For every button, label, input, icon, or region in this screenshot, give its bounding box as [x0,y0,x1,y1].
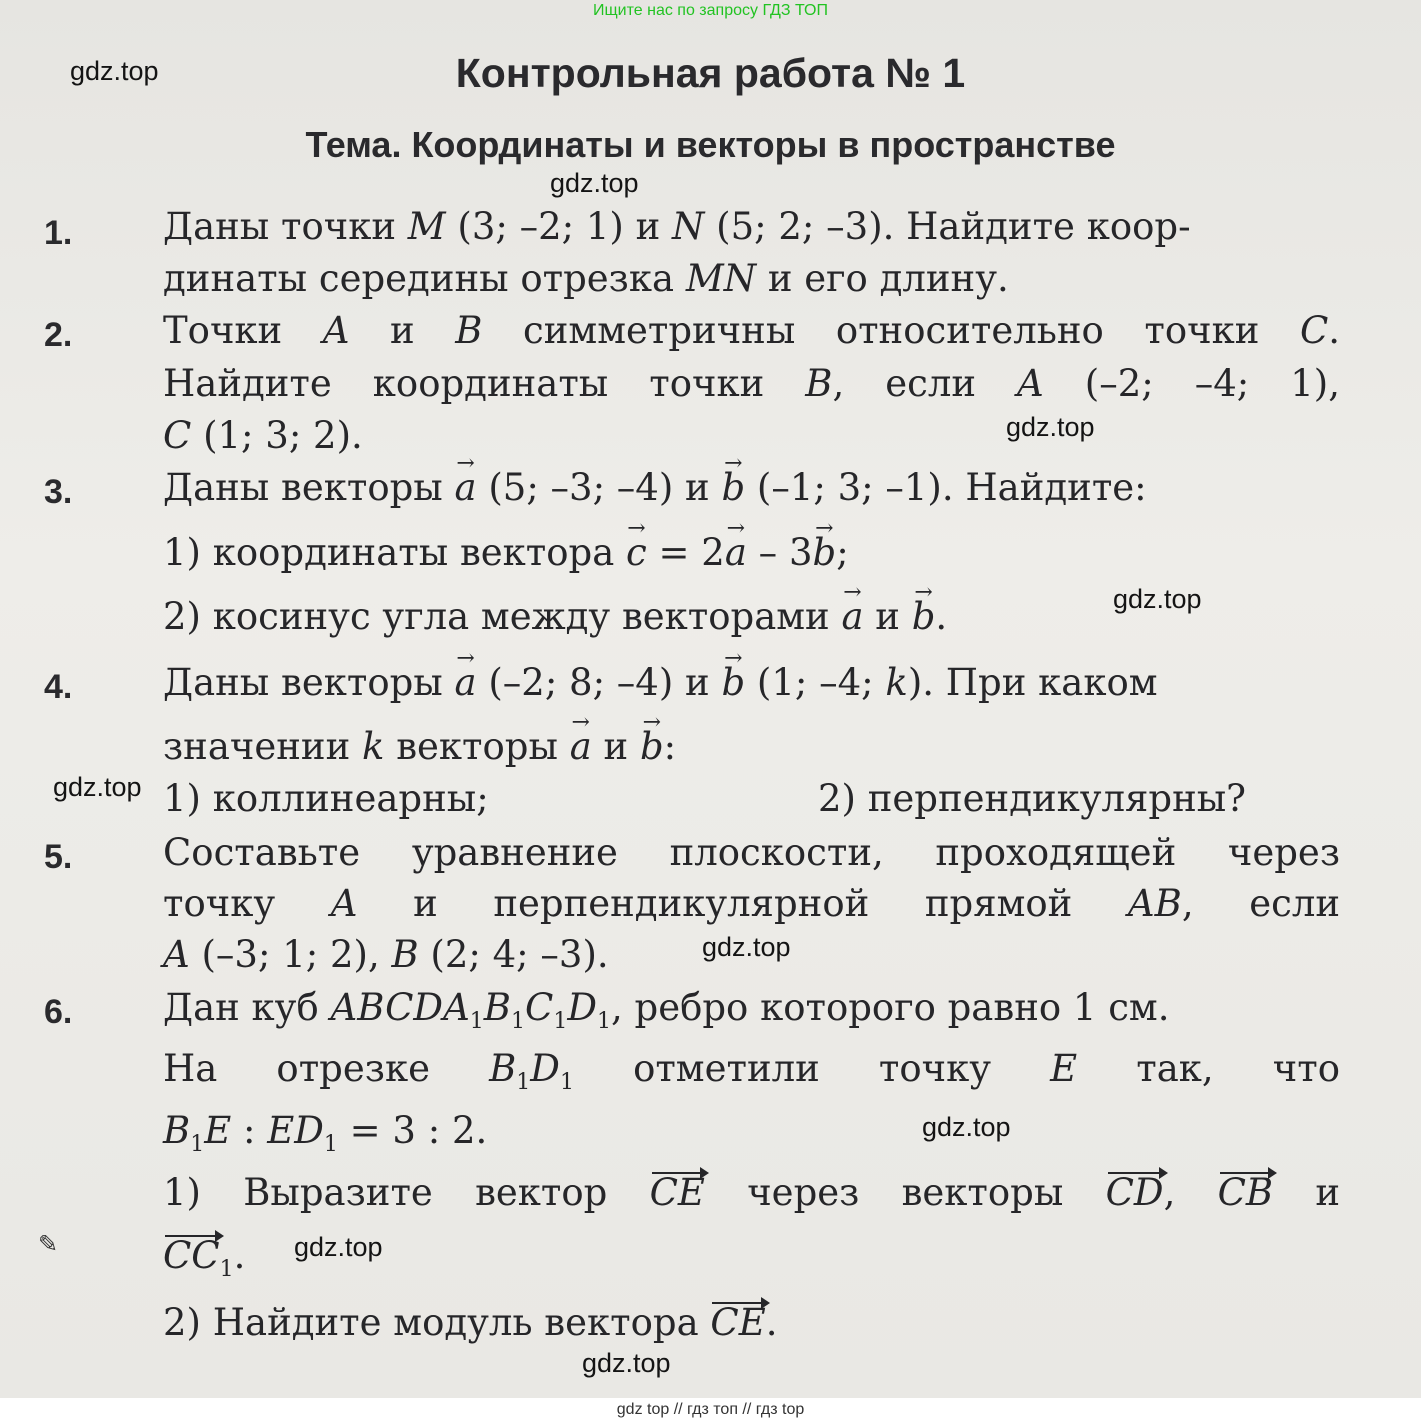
watermark-3: gdz.top [1006,412,1095,442]
task-6-number: 6. [44,993,73,1031]
watermark-9: gdz.top [582,1348,671,1378]
task-6-line-2: На отрезке $B_1D_1$ отметили точку E так, что [163,1047,1340,1095]
task-3-number: 3. [44,473,73,511]
bottom-banner[interactable]: gdz top // гдз топ // гдз top [0,1398,1421,1424]
pencil-mark-icon: ✎ [38,1230,59,1258]
watermark-6: gdz.top [702,932,791,962]
task-4-line-1: Даны векторы → a (–2; 8; –4) и → b (1; –4; k). При каком [163,660,1340,706]
task-6-line-4: 1) Выразите вектор CE через векторы CD, CB и [163,1171,1341,1214]
task-4-line-3 [163,776,1340,822]
task-5-line-1: Составьте уравнение плоскости, проходящей через [163,831,1340,874]
task-2-number: 2. [44,316,73,354]
task-4-line-2: значении k векторы → a и → b: [163,724,1340,770]
task-2-line-2: Найдите координаты точки B, если A (–2; –4; 1), [163,362,1340,405]
task-6-line-5: $CC_1$. [163,1234,246,1282]
task-6-line-6: 2) Найдите модуль вектора CE. [163,1301,778,1344]
watermark-7: gdz.top [922,1112,1011,1142]
task-3-line-1: Даны векторы → a (5; –3; –4) и → b (–1; 3; –1). Найдите: [163,465,1340,511]
watermark-8: gdz.top [294,1232,383,1262]
watermark-4: gdz.top [1113,584,1202,614]
top-banner[interactable]: Ищите нас по запросу ГДЗ ТОП [593,2,828,19]
task-4-number: 4. [44,668,73,706]
watermark-2: gdz.top [550,168,639,198]
task-2-line-1: Точки A и B симметричны относительно точки C. [163,309,1341,352]
task-5-number: 5. [44,838,73,876]
task-4-option-2: 2) перпендикулярны? [818,777,1247,820]
page-subtitle: Тема. Координаты и векторы в пространстве [305,124,1116,165]
task-1-line-2: динаты середины отрезка MN и его длину. [163,257,1009,300]
task-4-option-1: 1) коллинеарны; [163,777,489,820]
task-5-line-2: точку A и перпендикулярной прямой AB, если [163,882,1340,925]
watermark-5: gdz.top [53,772,142,802]
watermark-1: gdz.top [70,56,159,86]
task-1-line-1: Даны точки M (3; –2; 1) и N (5; 2; –3). Найдите коор- [163,205,1191,248]
task-3-line-2: 1) координаты вектора → c = 2→ a – 3→ b; [163,530,1340,576]
page-title: Контрольная работа № 1 [455,50,966,96]
task-6-line-3: $B_1E$ : $ED_1 = 3$ : 2. [163,1109,488,1157]
task-3-line-3: 2) косинус угла между векторами → a и → b. [163,594,1340,640]
task-2-line-3: C (1; 3; 2). [163,414,363,457]
task-5-line-3: A (–3; 1; 2), B (2; 4; –3). [163,933,609,976]
task-6-line-1: Дан куб $ABCDA_1B_1C_1D_1$, ребро которого равно 1 см. [163,986,1170,1034]
task-1-number: 1. [44,214,73,252]
